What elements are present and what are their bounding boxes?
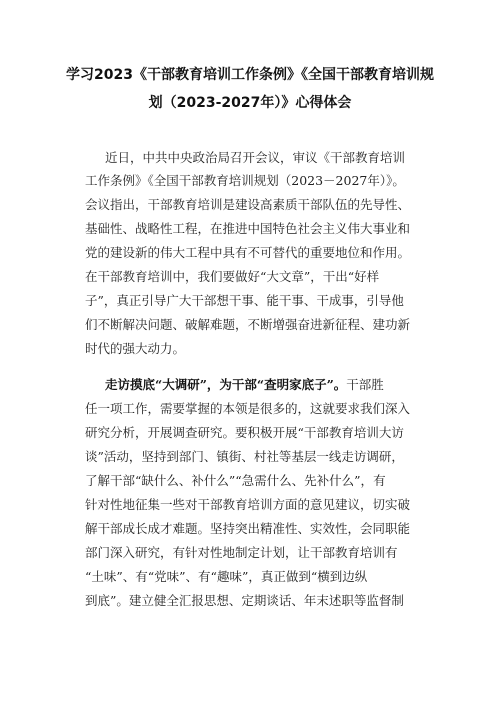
paragraph-2-line-7: 解干部成长成才难题。坚持突出精准性、实效性，会同职能 xyxy=(85,521,411,536)
document-title-line-1: 学习2023《干部教育培训工作条例》《全国干部教育培训规 xyxy=(66,67,434,83)
paragraph-2-line-6: 针对性地征集一些对干部教育培训方面的意见建议，切实破 xyxy=(85,497,411,512)
paragraph-2-line-9: “土味”、有“党味”、有“趣味”，真正做到“横到边纵 xyxy=(85,569,368,584)
paragraph-1-line-1: 近日，中共中央政治局召开会议，审议《干部教育培训 xyxy=(105,150,406,165)
paragraph-2-line-2: 任一项工作，需要掌握的本领是很多的，这就要求我们深入 xyxy=(85,401,411,416)
paragraph-2-line-8: 部门深入研究，有针对性地制定计划，让干部教育培训有 xyxy=(85,545,398,560)
paragraph-2-line-1-rest: 干部胜 xyxy=(346,377,384,392)
paragraph-2-line-4: 谈”活动，坚持到部门、镇街、村社等基层一线走访调研， xyxy=(85,449,404,464)
paragraph-1-line-2: 工作条例》《全国干部教育培训规划（2023－2027年）》。 xyxy=(85,173,405,188)
paragraph-1-line-6: 在干部教育培训中，我们要做好“大文章”，干出“好样 xyxy=(85,269,380,284)
paragraph-1-line-3: 会议指出，干部教育培训是建设高素质干部队伍的先导性、 xyxy=(85,197,411,212)
paragraph-2-line-3: 研究分析，开展调查研究。要积极开展“干部教育培训大访 xyxy=(85,425,404,440)
paragraph-1-line-7: 子”，真正引导广大干部想干事、能干事、干成事，引导他 xyxy=(85,293,404,308)
paragraph-2-line-5: 了解干部“缺什么、补什么”“急需什么、先补什么”，有 xyxy=(85,473,386,488)
paragraph-2-line-10: 到底”。建立健全汇报思想、定期谈话、年末述职等监督制 xyxy=(85,593,404,608)
paragraph-1-line-9: 时代的强大动力。 xyxy=(85,341,186,356)
paragraph-1-line-5: 党的建设新的伟大工程中具有不可替代的重要地位和作用。 xyxy=(85,245,411,260)
document-title-line-2: 划（2023-2027年）》心得体会 xyxy=(148,95,352,111)
paragraph-1-line-4: 基础性、战略性工程，在推进中国特色社会主义伟大事业和 xyxy=(85,221,411,236)
paragraph-1-line-8: 们不断解决问题、破解难题，不断增强奋进新征程、建功新 xyxy=(85,317,411,332)
paragraph-2-heading: 走访摸底“大调研”，为干部“查明家底子”。 xyxy=(105,377,347,392)
paragraph-2-line-1 xyxy=(105,377,435,393)
